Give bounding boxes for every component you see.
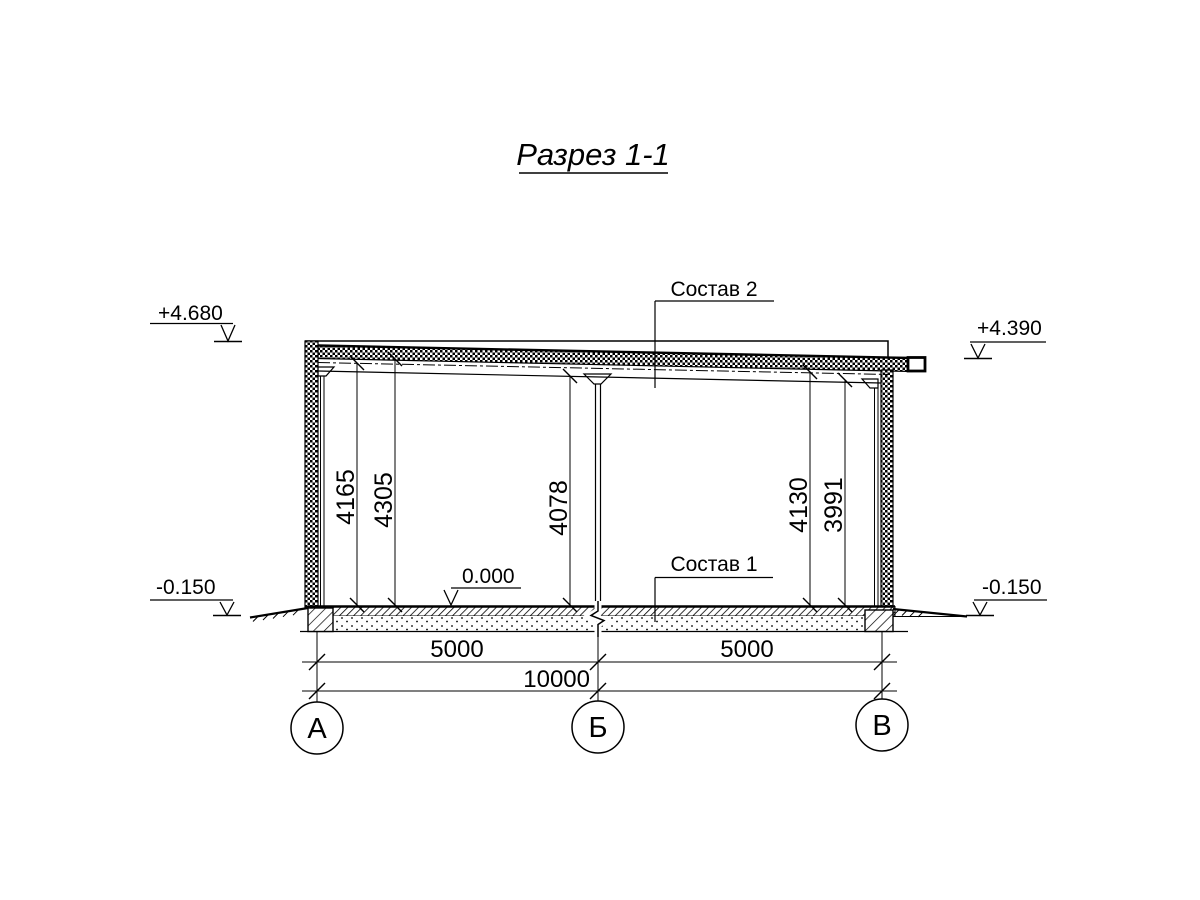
column-axis-a-inner [321, 376, 325, 607]
elevation-ground-left-label: -0.150 [156, 576, 216, 599]
footing-right [865, 610, 893, 632]
dim-3991-label: 3991 [820, 477, 848, 533]
elevation-ground-right [966, 576, 1047, 616]
dim-4078 [545, 369, 577, 612]
dim-4305-label: 4305 [370, 472, 398, 528]
right-wall-panel [881, 370, 893, 607]
dim-4165-label: 4165 [332, 469, 360, 525]
dim-span-bv-label: 5000 [720, 636, 774, 663]
dim-4078-label: 4078 [545, 480, 573, 536]
axis-a-label: А [307, 713, 327, 745]
dim-4130 [785, 365, 817, 612]
elevation-floor-zero [444, 565, 521, 605]
elevation-roof-right-label: +4.390 [977, 317, 1042, 340]
dim-4130-label: 4130 [785, 477, 813, 533]
axis-v-label: В [872, 710, 892, 742]
dim-span-ab-label: 5000 [430, 636, 484, 663]
callout-floor-label: Состав 1 [670, 553, 758, 576]
callout-roof [655, 278, 774, 388]
elevation-floor-zero-label: 0.000 [462, 565, 515, 588]
roof-edge-box [908, 358, 925, 372]
dim-3991 [820, 373, 852, 612]
apron-right [893, 609, 967, 617]
axis-b [572, 637, 624, 753]
dim-row-total [302, 666, 897, 699]
axis-b-label: Б [588, 712, 608, 744]
elevation-ground-right-label: -0.150 [982, 576, 1042, 599]
column-axis-v-inner [875, 388, 879, 607]
roof-panel [318, 346, 912, 372]
footing-left [308, 608, 333, 632]
elevation-roof-left-label: +4.680 [158, 302, 223, 325]
axis-a [291, 631, 343, 754]
dim-row-spans [302, 636, 897, 670]
column-axis-b [596, 384, 601, 607]
dim-total-label: 10000 [523, 666, 590, 693]
left-wall-panel [305, 341, 318, 607]
elevation-roof-right [964, 317, 1046, 359]
apron-left [250, 608, 308, 622]
elevation-roof-left [150, 302, 242, 342]
page-title: Разрез 1-1 [516, 137, 670, 172]
drawing-title [516, 137, 670, 173]
dim-4165 [332, 356, 364, 612]
callout-roof-label: Состав 2 [670, 278, 758, 301]
dim-4305 [370, 352, 402, 612]
elevation-ground-left [150, 576, 241, 616]
